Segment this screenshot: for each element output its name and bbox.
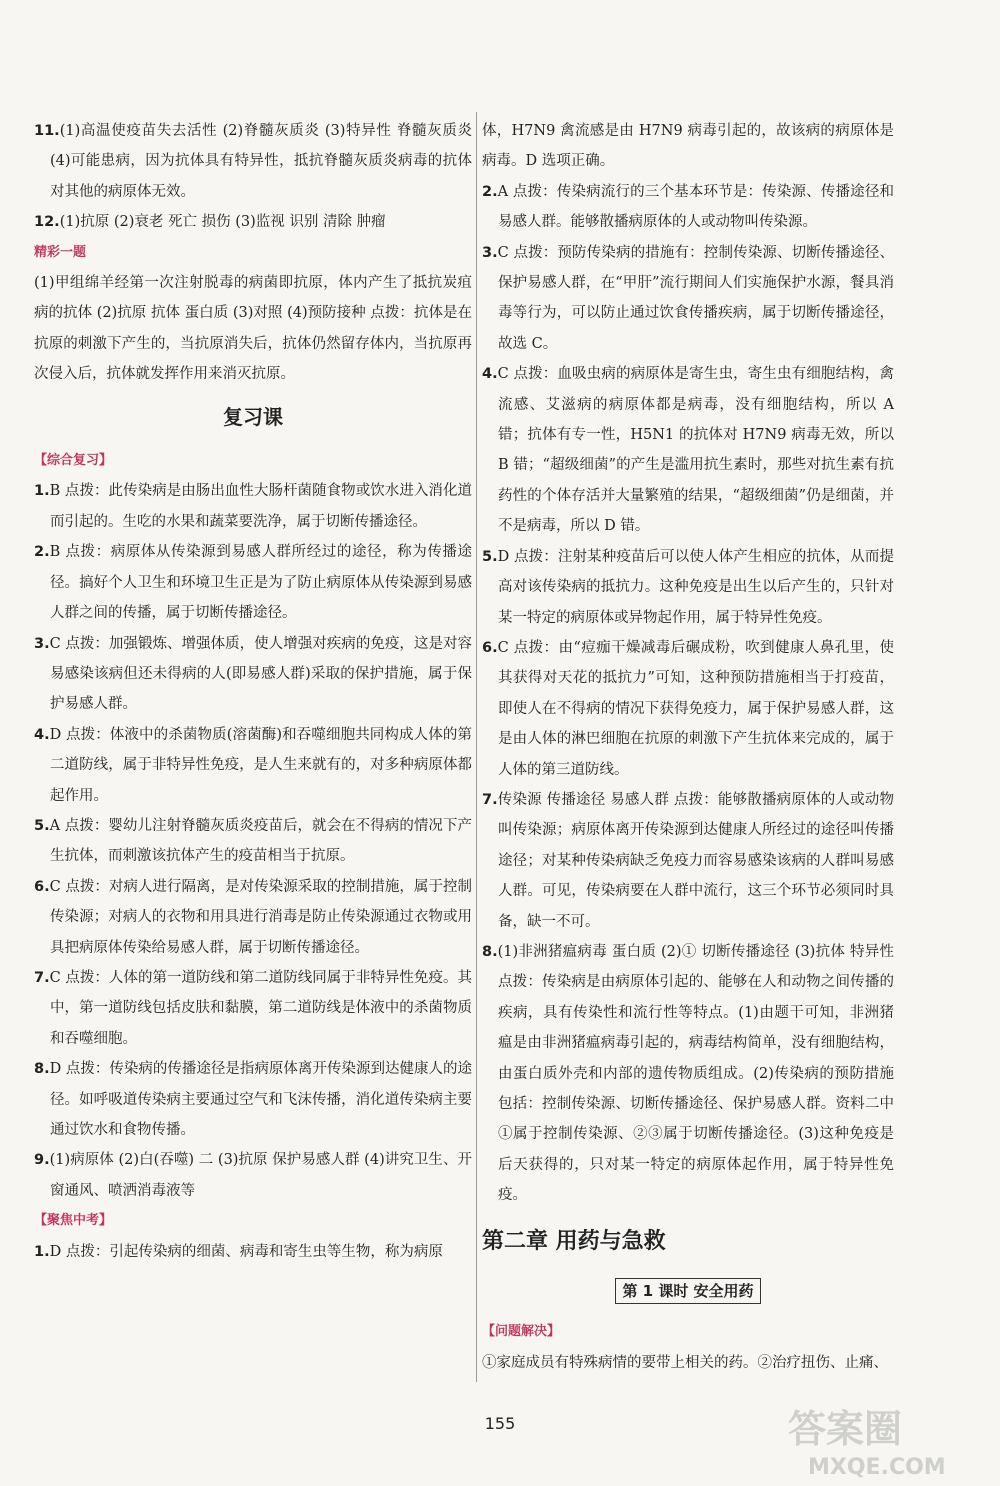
- answer-item: [34, 811, 472, 872]
- answer-item: [482, 177, 894, 238]
- section-heading: 【问题解决】: [482, 1324, 561, 1340]
- paragraph: 体，H7N9 禽流感是由 H7N9 病毒引起的，故该病的病原体是病毒。D 选项正确。: [482, 123, 894, 170]
- item-text: D 点拨：注射某种疫苗后可以使人体产生相应的抗体，从而提高对该传染病的抵抗力。这种免疫是出生以后产生的，只针对某一特定的病原体或异物起作用，属于特异性免疫。: [497, 548, 894, 626]
- item-number: 3.: [34, 635, 50, 652]
- item-text: C 点拨：对病人进行隔离，是对传染源采取的控制措施，属于控制传染源；对病人的衣物和用具进行消毒是防止传染源通过衣物或用具把病原体传染给易感人群，属于切断传播途径。: [49, 878, 472, 956]
- answer-item: [34, 207, 472, 237]
- item-text: A 点拨：传染病流行的三个基本环节是：传染源、传播途径和易感人群。能够散播病原体的人或动物叫传染源。: [497, 183, 894, 231]
- answer-item: [482, 359, 894, 541]
- item-number: 9.: [34, 1152, 50, 1169]
- answer-item: [34, 537, 472, 628]
- item-text: (1)病原体 (2)白(吞噬) 二 (3)抗原 保护易感人群 (4)讲究卫生、开窗通风、喷洒消毒液等: [49, 1152, 472, 1199]
- item-number: 1.: [34, 1243, 50, 1260]
- answer-item: [34, 1054, 472, 1145]
- answer-item: [34, 629, 472, 720]
- lesson-box: [482, 1277, 894, 1307]
- item-number: 5.: [482, 548, 498, 565]
- answer-item: [34, 872, 472, 963]
- answer-item: [34, 1145, 472, 1206]
- watermark-url: MXQE.COM: [808, 1455, 946, 1480]
- watermark-text: 答案圈: [788, 1407, 903, 1451]
- item-text: (1)抗原 (2)衰老 死亡 损伤 (3)监视 识别 清除 肿瘤: [59, 214, 386, 231]
- item-text: C 点拨：血吸虫病的病原体是寄生虫，寄生虫有细胞结构，禽流感、艾滋病的病原体都是病毒，没有细胞结构，所以 A 错；抗体有专一性，H5N1 的抗体对 H7N9 病毒无效，所以 B 错；“超级细菌”的产生是滥用抗生素时，那些对抗生素有抗药性的个体存活并大量繁殖的结果，“超级细菌”仍是细菌，并不是病毒，所以 D 错。: [497, 366, 894, 535]
- item-text: (1)非洲猪瘟病毒 蛋白质 (2)① 切断传播途径 (3)抗体 特异性 点拨：传染病是由病原体引起的、能够在人和动物之间传播的疾病，具有传染性和流行性等特点。(1)由题干可知，非洲猪瘟是由非洲猪瘟病毒引起的，病毒结构简单，没有细胞结构，由蛋白质外壳和内部的遗传物质组成。(2)传染病的预防措施包括：控制传染源、切断传播途径、保护易感人群。资料二中①属于控制传染源、②③属于切断传播途径。(3)这种免疫是后天获得的，只对某一特定的病原体起作用，属于特异性免疫。: [497, 943, 894, 1204]
- answer-item: [34, 116, 472, 207]
- paragraph: (1)甲组绵羊经第一次注射脱毒的病菌即抗原，体内产生了抵抗炭疽病的抗体 (2)抗原 抗体 蛋白质 (3)对照 (4)预防接种 点拨：抗体是在抗原的刺激下产生的，当抗原消失后，抗体仍然留存体内，当抗原再次侵入后，抗体就发挥作用来消灭抗原。: [34, 275, 472, 383]
- item-text: D 点拨：体液中的杀菌物质(溶菌酶)和吞噬细胞共同构成人体的第二道防线，属于非特异性免疫，是人生来就有的，对多种病原体都起作用。: [49, 726, 472, 804]
- answer-item: [482, 633, 894, 785]
- item-number: 6.: [34, 878, 50, 895]
- item-text: B 点拨：病原体从传染源到易感人群所经过的途径，称为传播途径。搞好个人卫生和环境卫生正是为了防止病原体从传染源到易感人群之间的传播，属于切断传播途径。: [49, 544, 472, 622]
- lesson-title: 复习课: [223, 404, 283, 429]
- item-text: C 点拨：人体的第一道防线和第二道防线同属于非特异性免疫。其中，第一道防线包括皮肤和黏膜，第二道防线是体液中的杀菌物质和吞噬细胞。: [49, 969, 472, 1047]
- item-text: B 点拨：此传染病是由肠出血性大肠杆菌随食物或饮水进入消化道而引起的。生吃的水果和蔬菜要洗净，属于切断传播途径。: [49, 483, 472, 530]
- item-number: 8.: [34, 1061, 50, 1078]
- answer-item: [482, 785, 894, 937]
- item-number: 4.: [34, 726, 50, 743]
- right-column: [482, 116, 894, 1378]
- column-divider: [476, 112, 477, 1382]
- item-number: 3.: [482, 244, 498, 261]
- answer-item: [482, 238, 894, 360]
- section-heading: 【聚焦中考】: [34, 1213, 113, 1229]
- item-number: 7.: [34, 969, 50, 986]
- item-number: 11.: [34, 123, 60, 139]
- answer-item: [482, 542, 894, 633]
- answer-item: [34, 476, 472, 537]
- lesson-box-label: 第 1 课时 安全用药: [615, 1278, 760, 1304]
- item-text: C 点拨：预防传染病的措施有：控制传染源、切断传播途径、保护易感人群，在“甲肝”流行期间人们实施保护水源，餐具消毒等行为，可以防止通过饮食传播疾病，属于切断传播途径，故选 C。: [497, 244, 894, 352]
- page-number: 155: [484, 1414, 516, 1433]
- item-number: 4.: [482, 366, 498, 383]
- section-heading: 【综合复习】: [34, 453, 113, 469]
- item-number: 5.: [34, 817, 50, 834]
- answer-item: [34, 720, 472, 811]
- item-number: 1.: [34, 483, 50, 500]
- item-number: 2.: [482, 183, 498, 200]
- item-number: 2.: [34, 544, 50, 561]
- item-text: 传染源 传播途径 易感人群 点拨：能够散播病原体的人或动物叫传染源；病原体离开传染源到达健康人所经过的途径叫传播途径；对某种传染病缺乏免疫力而容易感染该病的人群叫易感人群。可见，传染病要在人群中流行，这三个环节必须同时具备，缺一不可。: [497, 791, 894, 930]
- item-text: C 点拨：由“痘痂干燥减毒后碾成粉，吹到健康人鼻孔里，使其获得对天花的抵抗力”可知，这种预防措施相当于打疫苗，即使人在不得病的情况下获得免疫力，属于保护易感人群，这是由人体的淋巴细胞在抗原的刺激下产生抗体来完成的，属于人体的第三道防线。: [497, 639, 894, 778]
- item-number: 6.: [482, 639, 498, 656]
- answer-item: [34, 963, 472, 1054]
- answer-item: [482, 937, 894, 1211]
- answer-item: [34, 1237, 472, 1267]
- section-heading: 精彩一题: [34, 244, 87, 260]
- watermark-logo: [778, 1400, 978, 1480]
- chapter-title: 第二章 用药与急救: [482, 1228, 666, 1254]
- item-text: D 点拨：传染病的传播途径是指病原体离开传染源到达健康人的途径。如呼吸道传染病主要通过空气和飞沫传播，消化道传染病主要通过饮水和食物传播。: [49, 1061, 472, 1138]
- item-number: 12.: [34, 214, 60, 231]
- item-number: 8.: [482, 943, 498, 960]
- item-text: D 点拨：引起传染病的细菌、病毒和寄生虫等生物，称为病原: [49, 1243, 443, 1260]
- item-text: (1)高温使疫苗失去活性 (2)脊髓灰质炎 (3)特异性 脊髓灰质炎 (4)可能患病，因为抗体具有特异性，抵抗脊髓灰质炎病毒的抗体对其他的病原体无效。: [50, 123, 472, 200]
- item-text: A 点拨：婴幼儿注射脊髓灰质炎疫苗后，就会在不得病的情况下产生抗体，而刺激该抗体产生的疫苗相当于抗原。: [49, 817, 472, 865]
- left-column: [34, 116, 472, 1267]
- item-number: 7.: [482, 791, 498, 808]
- paragraph: ①家庭成员有特殊病情的要带上相关的药。②治疗扭伤、止痛、: [482, 1354, 888, 1371]
- item-text: C 点拨：加强锻炼、增强体质，使人增强对疾病的免疫，这是对容易感染该病但还未得病的人(即易感人群)采取的保护措施，属于保护易感人群。: [49, 635, 472, 713]
